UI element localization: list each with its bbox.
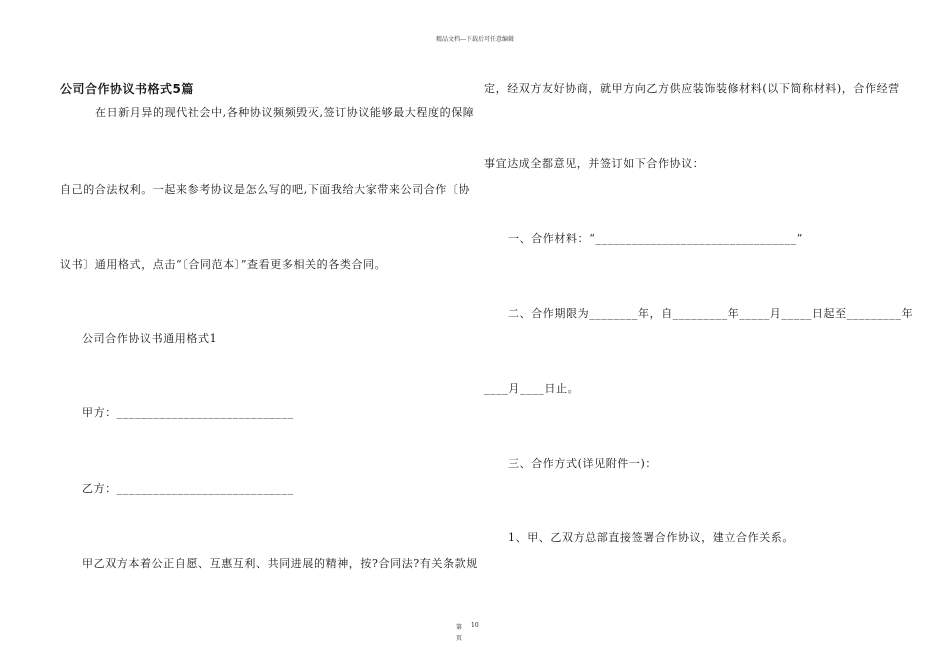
intro-line-2: 自己的合法权利。一起来参考协议是怎么写的吧,下面我给大家带来公司合作〔协 (60, 183, 471, 196)
clause-1: 一、合作材料：“_________________________________” (508, 232, 803, 245)
party-a-line: 甲方：_____________________________ (82, 406, 294, 419)
clause-3: 三、合作方式(详见附件一)： (508, 457, 657, 470)
principle-line: 甲乙双方本着公正自愿、互惠互利、共同进展的精神，按?合同法?有关条款规 (82, 557, 478, 570)
clause-2-line-1: 二、合作期限为________年，自_________年_____月_____日起至_________年 (508, 307, 914, 320)
clause-3-item-1: 1、甲、乙双方总部直接签署合作协议，建立合作关系。 (508, 531, 794, 544)
header-note: 精品文档---下载后可任意编辑 (435, 36, 515, 43)
page-prefix: 第 (456, 624, 463, 631)
continuation-line-2: 事宜达成全都意见，并签订如下合作协议： (484, 157, 705, 170)
page-suffix: 页 (456, 635, 463, 642)
page-number: 10 (471, 622, 479, 629)
party-b-line: 乙方：_____________________________ (82, 482, 294, 495)
document-title: 公司合作协议书格式5篇 (60, 82, 194, 96)
continuation-line-1: 定，经双方友好协商，就甲方向乙方供应装饰装修材料(以下简称材料)，合作经营 (484, 82, 900, 95)
section-subtitle: 公司合作协议书通用格式1 (82, 332, 218, 345)
intro-line-3: 议书〕通用格式，点击“〔合同范本〕”查看更多相关的各类合同。 (60, 258, 387, 271)
clause-2-line-2: ____月____日止。 (484, 382, 580, 395)
intro-line-1: 在日新月异的现代社会中,各种协议频频毁灭,签订协议能够最大程度的保障 (95, 106, 475, 119)
